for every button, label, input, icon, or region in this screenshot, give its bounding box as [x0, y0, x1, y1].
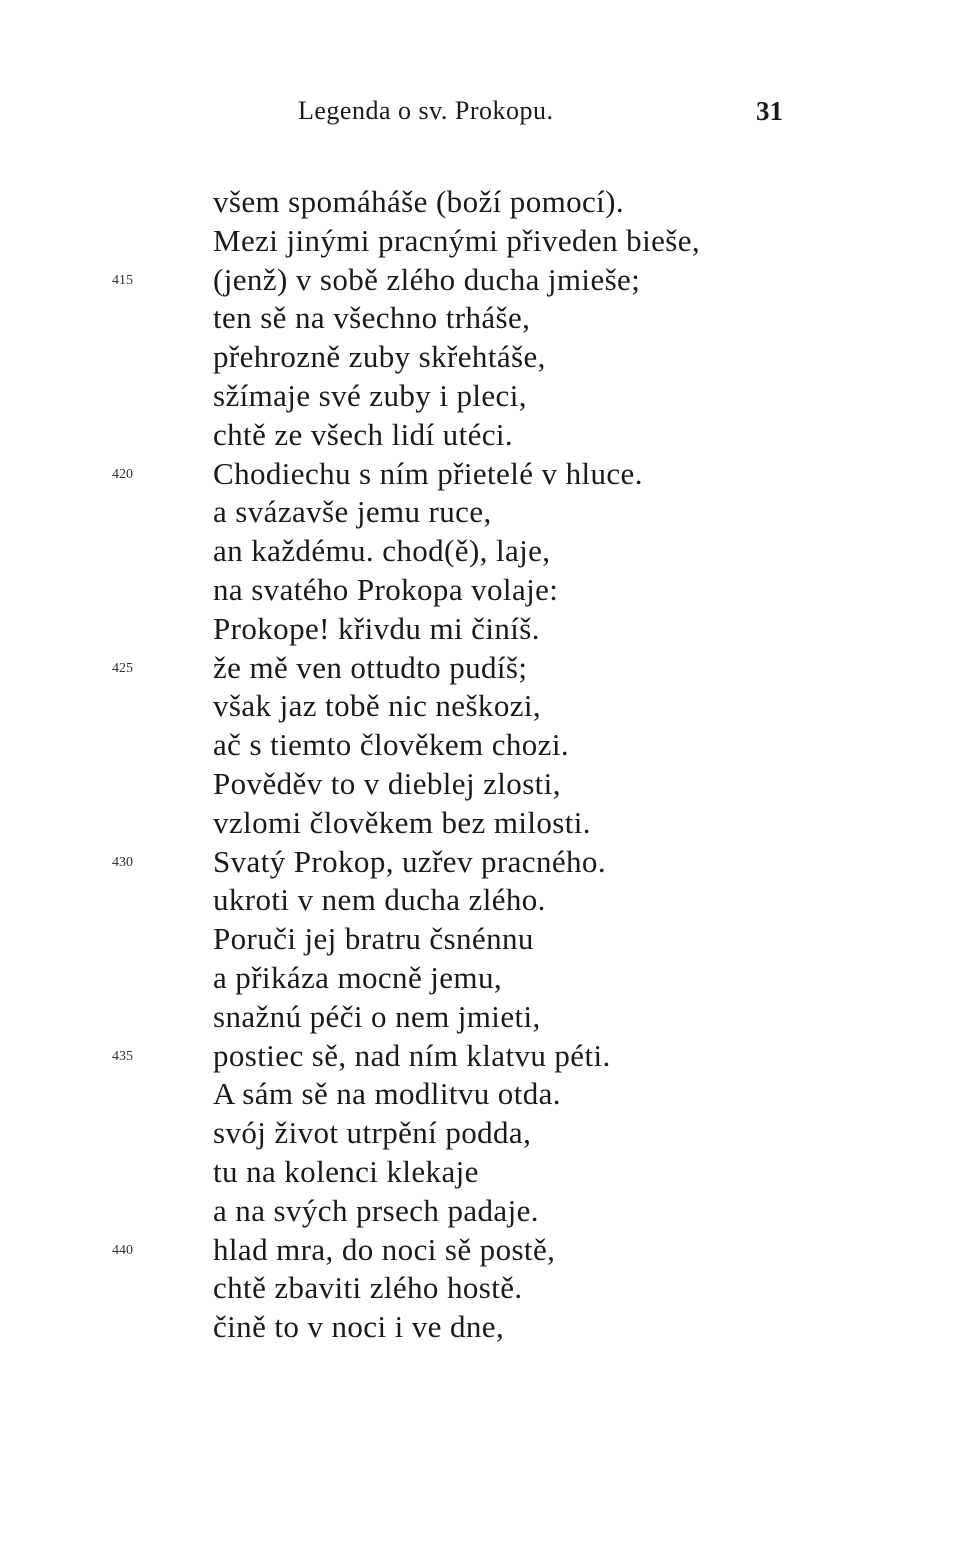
- verse-line: [0, 1037, 960, 1076]
- verse-text: snažnú péči o nem jmieti,: [213, 998, 541, 1034]
- verse-line: [0, 1231, 960, 1270]
- verse-text: že mě ven ottudto pudíš;: [213, 649, 528, 685]
- verse-text: Mezi jinými pracnými přiveden bieše,: [213, 222, 701, 258]
- verse-line: [0, 998, 960, 1037]
- verse-text: Pověděv to v dieblej zlosti,: [213, 765, 561, 801]
- verse-line: [0, 649, 960, 688]
- verse-line: [0, 571, 960, 610]
- verse-text: Chodiechu s ním přietelé v hluce.: [213, 455, 643, 491]
- verse-text: chtě ze všech lidí utéci.: [213, 416, 514, 452]
- verse-line: [0, 455, 960, 494]
- verse-line: [0, 765, 960, 804]
- verse-line: [0, 1308, 960, 1347]
- verse-text: Prokope! křivdu mi činíš.: [213, 610, 540, 646]
- running-title: Legenda o sv. Prokopu.: [298, 96, 554, 125]
- verse-line: [0, 416, 960, 455]
- verse-text: ten sě na všechno trháše,: [213, 300, 531, 336]
- verse-text: tu na kolenci klekaje: [213, 1153, 479, 1189]
- line-number: 440: [112, 1242, 133, 1258]
- line-number: 420: [112, 466, 133, 482]
- line-number: 415: [112, 272, 133, 288]
- verse-line: [0, 299, 960, 338]
- page-number: 31: [756, 96, 783, 126]
- verse-line: [0, 1192, 960, 1231]
- verse-text: (jenž) v sobě zlého ducha jmieše;: [213, 261, 641, 297]
- verse-text: A sám sě na modlitvu otda.: [213, 1076, 561, 1112]
- verse-text: ač s tiemto člověkem chozi.: [213, 727, 569, 763]
- verse-text: ukroti v nem ducha zlého.: [213, 882, 546, 918]
- verse-text: vzlomi člověkem bez milosti.: [213, 804, 591, 840]
- verse-text: všem spomáháše (boží pomocí).: [213, 184, 625, 219]
- verse-line: [0, 1075, 960, 1114]
- verse-line: [0, 377, 960, 416]
- verse-line: [0, 338, 960, 377]
- verse-line: [0, 881, 960, 920]
- verse-text: a na svých prsech padaje.: [213, 1192, 539, 1228]
- verse-line: [0, 183, 960, 222]
- verse-line: [0, 920, 960, 959]
- verse-text: však jaz tobě nic neškozi,: [213, 688, 542, 724]
- verse-line: [0, 610, 960, 649]
- verse-line: [0, 493, 960, 532]
- line-number: 430: [112, 854, 133, 870]
- line-number: 435: [112, 1048, 133, 1064]
- verse-text: svój život utrpění podda,: [213, 1115, 532, 1151]
- verse-line: [0, 959, 960, 998]
- verse-text: přehrozně zuby skřehtáše,: [213, 339, 546, 375]
- verse-line: [0, 532, 960, 571]
- verse-text: an každému. chod(ě), laje,: [213, 533, 551, 569]
- poem-text: [0, 183, 960, 1347]
- verse-line: [0, 222, 960, 261]
- page-header: [0, 96, 960, 136]
- verse-text: Svatý Prokop, uzřev pracného.: [213, 843, 606, 879]
- verse-text: hlad mra, do noci sě postě,: [213, 1231, 556, 1267]
- verse-line: [0, 726, 960, 765]
- line-number: 425: [112, 660, 133, 676]
- verse-line: [0, 1153, 960, 1192]
- verse-line: [0, 1269, 960, 1308]
- verse-line: [0, 687, 960, 726]
- verse-line: [0, 1114, 960, 1153]
- verse-line: [0, 843, 960, 882]
- verse-text: postiec sě, nad ním klatvu péti.: [213, 1037, 611, 1073]
- verse-text: a přikáza mocně jemu,: [213, 959, 502, 995]
- verse-text: Poruči jej bratru čsnénnu: [213, 921, 534, 957]
- verse-line: [0, 261, 960, 300]
- verse-text: sžímaje své zuby i pleci,: [213, 377, 527, 413]
- verse-text: čině to v noci i ve dne,: [213, 1309, 505, 1345]
- verse-text: a svázavše jemu ruce,: [213, 494, 492, 530]
- verse-text: na svatého Prokopa volaje:: [213, 571, 559, 607]
- verse-text: chtě zbaviti zlého hostě.: [213, 1270, 523, 1306]
- verse-line: [0, 804, 960, 843]
